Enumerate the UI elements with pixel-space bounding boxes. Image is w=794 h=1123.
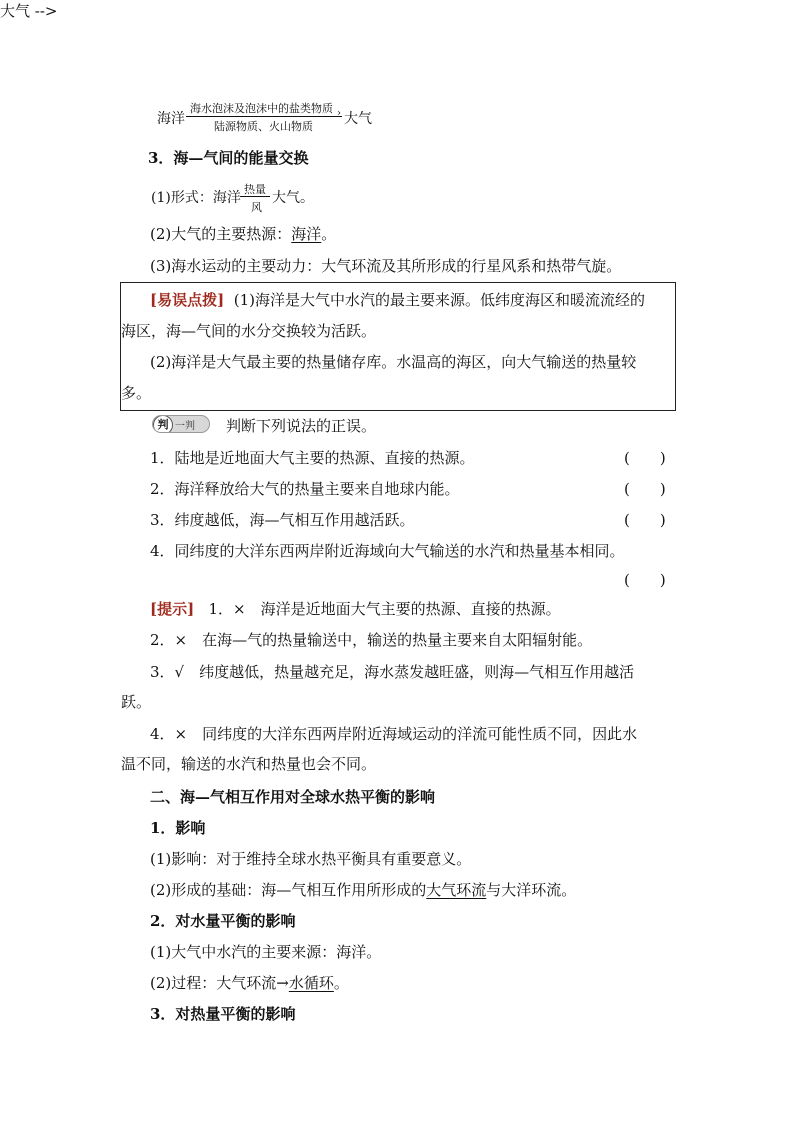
ocean-motion-force: (3)海水运动的主要动力：大气环流及其所形成的行星风系和热带气旋。 bbox=[150, 257, 622, 275]
judge-item-4: 4．同纬度的大洋东西两岸附近海域向大气输送的水汽和热量基本相同。 bbox=[150, 542, 625, 560]
form-arrow-line bbox=[240, 196, 270, 197]
part2-s2b: (2)过程：大气环流→水循环。 bbox=[150, 974, 349, 992]
form-prefix: (1)形式：海洋 bbox=[151, 190, 241, 206]
formula-arrow-line bbox=[186, 116, 342, 117]
tip-label: [易误点拨] bbox=[150, 291, 225, 309]
part2-title: 二、海—气相互作用对全球水热平衡的影响 bbox=[150, 788, 436, 806]
arrow-right-icon: › bbox=[337, 108, 341, 119]
part2-s1: 1．影响 bbox=[150, 819, 206, 837]
part2-s1a: (1)影响：对于维持全球水热平衡具有重要意义。 bbox=[150, 850, 472, 868]
tip-line-3: (2)海洋是大气最主要的热量储存库。水温高的海区，向大气输送的热量较 bbox=[150, 353, 637, 371]
judge-item-3: 3．纬度越低，海—气相互作用越活跃。 bbox=[150, 511, 415, 529]
hint-line-4: 4．× 同纬度的大洋东西两岸附近海域运动的洋流可能性质不同，因此水 bbox=[150, 725, 638, 743]
hint-line-4-cont: 温不同，输送的水汽和热量也会不同。 bbox=[121, 755, 377, 773]
answer-blank-4: ( ) bbox=[624, 571, 666, 589]
hint-line-3: 3．√ 纬度越低，热量越充足，海水蒸发越旺盛，则海—气相互作用越活 bbox=[150, 663, 635, 681]
answer-atmospheric-circulation: 大气环流 bbox=[426, 881, 487, 899]
form-bottom-label: 风 bbox=[251, 201, 262, 214]
judge-item-1: 1．陆地是近地面大气主要的热源、直接的热源。 bbox=[150, 449, 475, 467]
formula-left: 海洋 bbox=[157, 111, 185, 127]
form-suffix: 大气。 bbox=[272, 190, 314, 206]
formula-top-label: 海水泡沫及泡沫中的盐类物质 bbox=[190, 102, 333, 115]
answer-blank-2: ( ) bbox=[624, 480, 666, 498]
part2-s2: 2．对水量平衡的影响 bbox=[150, 912, 296, 930]
hint-line-2: 2．× 在海—气的热量输送中，输送的热量主要来自太阳辐射能。 bbox=[150, 631, 593, 649]
part2-s3: 3．对热量平衡的影响 bbox=[150, 1005, 296, 1023]
main-heat-source: (2)大气的主要热源：海洋。 bbox=[150, 225, 337, 243]
judge-badge-text: 一判 bbox=[175, 421, 195, 432]
judge-badge bbox=[152, 415, 210, 433]
judge-badge-char: 判 bbox=[153, 415, 173, 433]
formula-right: 大气 bbox=[344, 111, 372, 127]
hint-line-1: [提示] 1．× 海洋是近地面大气主要的热源、直接的热源。 bbox=[150, 600, 561, 618]
tip-line-2: 海区，海—气间的水分交换较为活跃。 bbox=[121, 322, 377, 340]
tip-line-1: [易误点拨] (1)海洋是大气中水汽的最主要来源。低纬度海区和暖流流经的 bbox=[150, 291, 646, 309]
judge-item-2: 2．海洋释放给大气的热量主要来自地球内能。 bbox=[150, 480, 460, 498]
part2-s1b: (2)形成的基础：海—气相互作用所形成的大气环流与大洋环流。 bbox=[150, 881, 577, 899]
form-top-label: 热量 bbox=[244, 183, 266, 196]
part2-s2a: (1)大气中水汽的主要来源：海洋。 bbox=[150, 943, 382, 961]
answer-ocean: 海洋 bbox=[291, 225, 322, 243]
answer-water-cycle: 水循环 bbox=[288, 974, 334, 992]
hint-label: [提示] bbox=[150, 600, 195, 618]
formula-bottom-label: 陆源物质、火山物质 bbox=[214, 120, 313, 133]
judge-instruction: 判断下列说法的正误。 bbox=[226, 417, 377, 435]
answer-blank-1: ( ) bbox=[624, 449, 666, 467]
tip-line-4: 多。 bbox=[121, 384, 152, 402]
hint-line-3-cont: 跃。 bbox=[121, 693, 152, 711]
answer-blank-3: ( ) bbox=[624, 511, 666, 529]
section3-title: 3．海—气间的能量交换 bbox=[148, 149, 309, 167]
